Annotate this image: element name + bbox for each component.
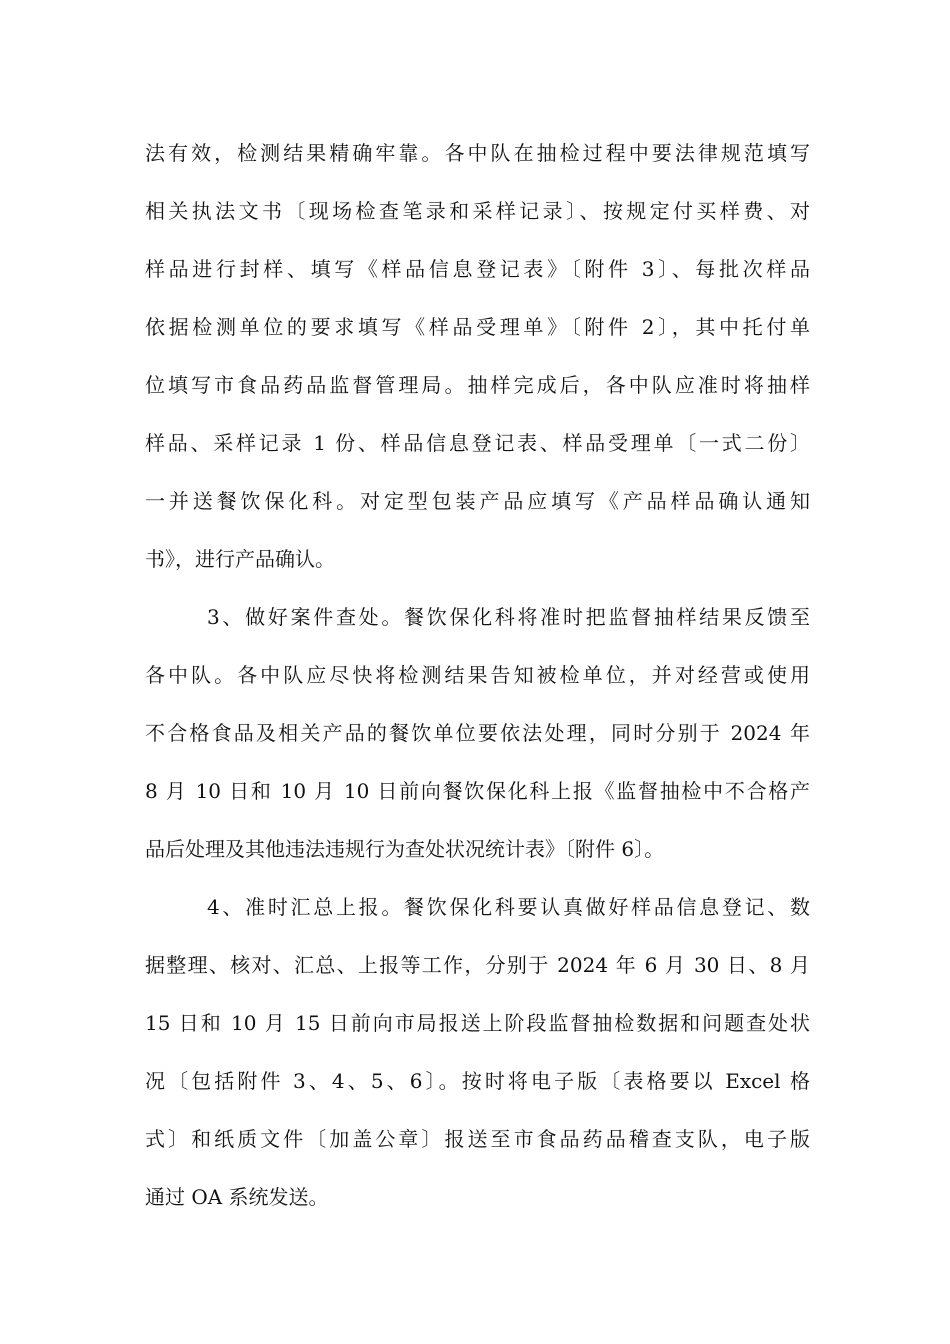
paragraph-reporting xyxy=(145,878,810,1226)
text-line: 据整理、核对、汇总、上报等工作，分别于 2024 年 6 月 30 日、8 月 xyxy=(145,953,810,977)
text-line: 相关执法文书〔现场检查笔录和采样记录〕、按规定付买样费、对 xyxy=(145,199,810,223)
text-line: 依据检测单位的要求填写《样品受理单》〔附件 2〕，其中托付单 xyxy=(145,315,810,339)
text-line: 15 日和 10 月 15 日前向市局报送上阶段监督抽检数据和问题查处状 xyxy=(145,1011,810,1035)
document-body xyxy=(145,124,810,1226)
text-line: 4、准时汇总上报。餐饮保化科要认真做好样品信息登记、数 xyxy=(207,895,810,919)
text-line: 不合格食品及相关产品的餐饮单位要依法处理，同时分别于 2024 年 xyxy=(145,721,810,745)
text-line: 样品进行封样、填写《样品信息登记表》〔附件 3〕、每批次样品 xyxy=(145,257,810,281)
text-line: 8 月 10 日和 10 月 10 日前向餐饮保化科上报《监督抽检中不合格产 xyxy=(145,779,810,803)
text-line: 一并送餐饮保化科。对定型包装产品应填写《产品样品确认通知 xyxy=(145,489,810,513)
text-line: 样品、采样记录 1 份、样品信息登记表、样品受理单〔一式二份〕 xyxy=(145,431,810,455)
paragraph-case-handling xyxy=(145,588,810,878)
text-line: 况〔包括附件 3、4、5、6〕。按时将电子版〔表格要以 Excel 格 xyxy=(145,1069,810,1093)
text-line: 式〕和纸质文件〔加盖公章〕报送至市食品药品稽查支队，电子版 xyxy=(145,1127,810,1151)
text-line: 书》，进行产品确认。 xyxy=(145,547,335,571)
text-line: 法有效，检测结果精确牢靠。各中队在抽检过程中要法律规范填写 xyxy=(145,141,810,165)
text-line: 3、做好案件查处。餐饮保化科将准时把监督抽样结果反馈至 xyxy=(207,605,810,629)
text-line: 品后处理及其他违法违规行为查处状况统计表》〔附件 6〕。 xyxy=(145,837,665,861)
text-line: 各中队。各中队应尽快将检测结果告知被检单位，并对经营或使用 xyxy=(145,663,810,687)
text-line: 通过 OA 系统发送。 xyxy=(145,1185,329,1209)
paragraph-sampling-procedure xyxy=(145,124,810,588)
text-line: 位填写市食品药品监督管理局。抽样完成后，各中队应准时将抽样 xyxy=(145,373,810,397)
